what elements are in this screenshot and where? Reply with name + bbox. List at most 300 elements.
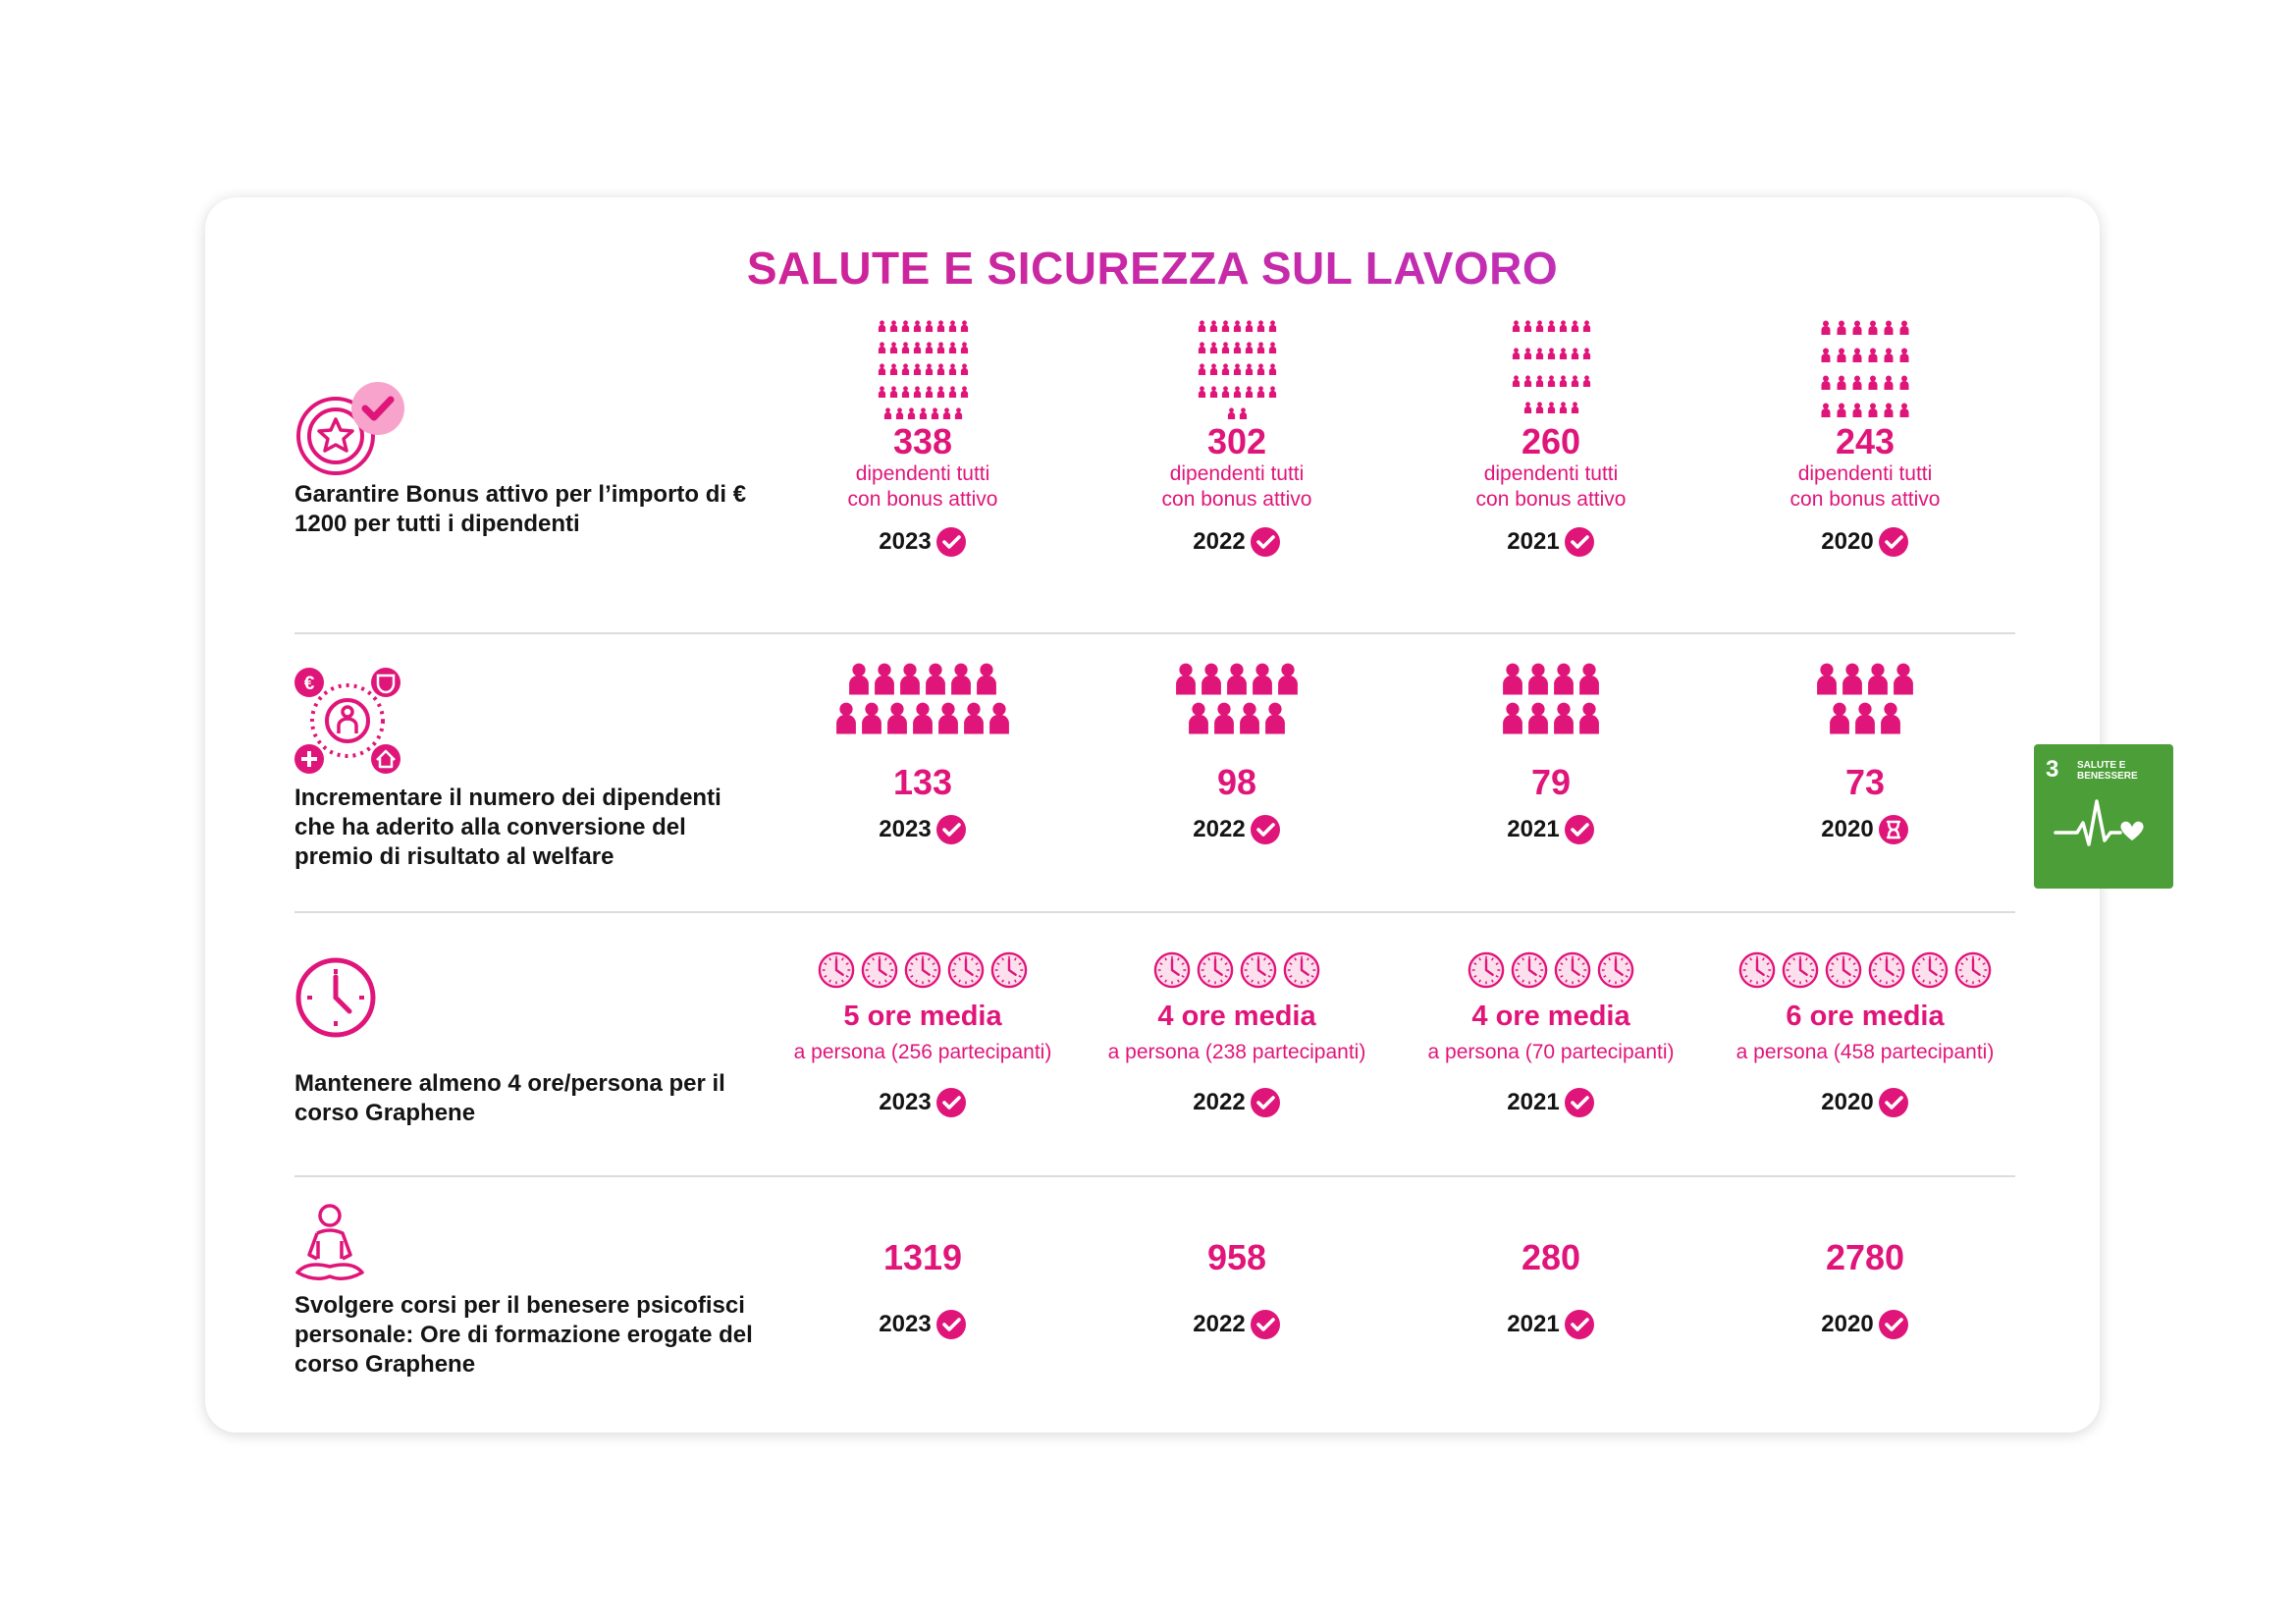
person-icon bbox=[925, 661, 946, 696]
clock-small-icon bbox=[1197, 951, 1234, 989]
person-icon bbox=[1578, 661, 1600, 696]
person-icon bbox=[1816, 661, 1838, 696]
sub-line-1: a persona (256 partecipanti) bbox=[793, 1041, 1052, 1063]
person-icon bbox=[1252, 661, 1273, 696]
person-icon bbox=[1558, 348, 1569, 359]
clock-small-icon bbox=[818, 951, 855, 989]
person-icon bbox=[1213, 700, 1235, 735]
person-icon bbox=[1244, 363, 1255, 375]
value: 5 ore media bbox=[843, 1001, 1002, 1032]
goal-text: Svolgere corsi per il benesere psicofisci personale: Ore di formazione erogate del corso Graphene bbox=[294, 1292, 753, 1378]
person-icon bbox=[924, 363, 934, 375]
person-icon bbox=[877, 363, 887, 375]
year-status bbox=[1703, 1309, 2027, 1340]
person-icon bbox=[1534, 402, 1545, 413]
person-icon bbox=[1527, 661, 1549, 696]
person-icon bbox=[1267, 386, 1278, 398]
person-icon bbox=[888, 320, 899, 332]
person-icon bbox=[1197, 320, 1207, 332]
person-icon bbox=[1897, 348, 1911, 362]
year-status bbox=[1389, 526, 1713, 558]
clock-small-icon bbox=[1240, 951, 1277, 989]
value: 6 ore media bbox=[1786, 1001, 1945, 1032]
person-icon bbox=[935, 320, 946, 332]
people-pictogram bbox=[1510, 320, 1592, 428]
year-label: 2022 bbox=[1193, 528, 1246, 555]
sub-line-2: con bonus attivo bbox=[1475, 488, 1627, 511]
person-icon bbox=[1893, 661, 1914, 696]
year-status bbox=[1703, 526, 2027, 558]
person-icon bbox=[835, 700, 857, 735]
clock-small-icon bbox=[1153, 951, 1191, 989]
person-icon bbox=[1882, 403, 1896, 417]
year-label: 2021 bbox=[1507, 1311, 1560, 1337]
person-icon bbox=[1570, 375, 1580, 387]
person-icon bbox=[1534, 348, 1545, 359]
kpi-2020 bbox=[1703, 320, 2027, 558]
person-icon bbox=[861, 700, 882, 735]
person-icon bbox=[1581, 348, 1592, 359]
person-icon bbox=[1819, 375, 1833, 390]
person-icon bbox=[937, 700, 959, 735]
person-icon bbox=[1558, 320, 1569, 332]
people-pictogram bbox=[1144, 661, 1330, 696]
person-icon bbox=[1882, 348, 1896, 362]
person-icon bbox=[1570, 348, 1580, 359]
clock-small-icon bbox=[1825, 951, 1862, 989]
year-label: 2022 bbox=[1193, 1311, 1246, 1337]
person-icon bbox=[1578, 700, 1600, 735]
person-icon bbox=[900, 320, 911, 332]
kpi-2022 bbox=[1075, 951, 1399, 1118]
clocks-pictogram bbox=[1389, 951, 1713, 991]
value: 338 bbox=[892, 421, 953, 461]
person-icon bbox=[1835, 348, 1848, 362]
sub-line-1: a persona (70 partecipanti) bbox=[1427, 1041, 1675, 1063]
people-pictogram bbox=[1772, 700, 1958, 735]
person-icon bbox=[924, 320, 934, 332]
year-status bbox=[761, 1309, 1085, 1340]
year-label: 2020 bbox=[1821, 1311, 1874, 1337]
kpi-2023 bbox=[761, 320, 1085, 558]
person-icon bbox=[963, 700, 985, 735]
sdg-3-badge bbox=[2034, 744, 2173, 889]
clock-small-icon bbox=[1738, 951, 1776, 989]
clock-small-icon bbox=[1283, 951, 1320, 989]
sub-line-2: con bonus attivo bbox=[1161, 488, 1312, 511]
person-icon bbox=[882, 407, 893, 419]
person-icon bbox=[918, 407, 929, 419]
person-icon bbox=[1197, 363, 1207, 375]
kpi-2022 bbox=[1075, 320, 1399, 558]
person-icon bbox=[1232, 363, 1243, 375]
person-icon bbox=[888, 363, 899, 375]
value: 98 bbox=[1216, 762, 1257, 802]
welfare-network-icon bbox=[294, 667, 401, 775]
value: 4 ore media bbox=[1157, 1001, 1316, 1032]
person-icon bbox=[1208, 386, 1219, 398]
kpi-2021 bbox=[1389, 320, 1713, 558]
year-status bbox=[1389, 1087, 1713, 1118]
check-badge-icon bbox=[1564, 526, 1595, 558]
person-icon bbox=[1553, 700, 1575, 735]
clock-small-icon bbox=[990, 951, 1028, 989]
goal-text: Mantenere almeno 4 ore/persona per il corso Graphene bbox=[294, 1070, 725, 1126]
clock-small-icon bbox=[1911, 951, 1949, 989]
person-icon bbox=[1850, 348, 1864, 362]
value: 2780 bbox=[1825, 1237, 1905, 1277]
people-pictogram bbox=[1814, 320, 1916, 428]
year-label: 2021 bbox=[1507, 1089, 1560, 1115]
person-icon bbox=[935, 342, 946, 353]
kpi-card bbox=[205, 197, 2100, 1433]
check-badge-icon bbox=[1564, 1087, 1595, 1118]
person-icon bbox=[912, 363, 923, 375]
check-badge-icon bbox=[1878, 1309, 1909, 1340]
person-icon bbox=[877, 320, 887, 332]
clock-small-icon bbox=[1954, 951, 1992, 989]
person-icon bbox=[924, 386, 934, 398]
person-icon bbox=[1897, 375, 1911, 390]
person-icon bbox=[1208, 342, 1219, 353]
check-badge-icon bbox=[1250, 814, 1281, 845]
person-icon bbox=[848, 661, 870, 696]
clock-small-icon bbox=[1468, 951, 1505, 989]
year-status bbox=[1703, 1087, 2027, 1118]
person-icon bbox=[1197, 342, 1207, 353]
person-icon bbox=[1244, 320, 1255, 332]
value: 133 bbox=[892, 762, 953, 802]
person-icon bbox=[1553, 661, 1575, 696]
sub-line-2: con bonus attivo bbox=[1789, 488, 1941, 511]
person-icon bbox=[1866, 403, 1880, 417]
person-icon bbox=[888, 386, 899, 398]
people-pictogram bbox=[1458, 700, 1644, 735]
person-icon bbox=[1880, 700, 1901, 735]
person-icon bbox=[900, 386, 911, 398]
value: 302 bbox=[1206, 421, 1267, 461]
sdg-number: 3 bbox=[2046, 756, 2059, 783]
person-icon bbox=[1220, 386, 1231, 398]
person-icon bbox=[1238, 407, 1249, 419]
year-label: 2020 bbox=[1821, 528, 1874, 555]
person-icon bbox=[894, 407, 905, 419]
person-icon bbox=[1239, 700, 1260, 735]
person-icon bbox=[900, 342, 911, 353]
person-icon bbox=[1232, 320, 1243, 332]
person-icon bbox=[1208, 320, 1219, 332]
person-icon bbox=[947, 342, 958, 353]
clock-small-icon bbox=[1782, 951, 1819, 989]
check-badge-icon bbox=[935, 1087, 967, 1118]
kpi-2022 bbox=[1075, 659, 1399, 845]
people-pictogram bbox=[876, 320, 970, 428]
value: 280 bbox=[1521, 1237, 1581, 1277]
year-label: 2022 bbox=[1193, 816, 1246, 842]
clock-small-icon bbox=[1554, 951, 1591, 989]
year-status bbox=[1075, 814, 1399, 845]
heartbeat-icon bbox=[2054, 795, 2156, 854]
person-icon bbox=[1208, 363, 1219, 375]
people-pictogram bbox=[1458, 661, 1644, 696]
year-status bbox=[1075, 526, 1399, 558]
person-icon bbox=[1581, 320, 1592, 332]
person-icon bbox=[1226, 407, 1237, 419]
person-icon bbox=[1220, 363, 1231, 375]
person-icon bbox=[1220, 342, 1231, 353]
person-icon bbox=[1897, 320, 1911, 335]
person-icon bbox=[947, 363, 958, 375]
person-icon bbox=[1255, 363, 1266, 375]
divider bbox=[294, 632, 2015, 634]
person-icon bbox=[1558, 375, 1569, 387]
person-icon bbox=[959, 342, 970, 353]
sdg-label-line-1: SALUTE E bbox=[2077, 760, 2126, 771]
year-label: 2021 bbox=[1507, 816, 1560, 842]
person-icon bbox=[941, 407, 952, 419]
person-icon bbox=[1819, 348, 1833, 362]
person-icon bbox=[1264, 700, 1286, 735]
year-label: 2020 bbox=[1821, 816, 1874, 842]
person-icon bbox=[906, 407, 917, 419]
person-icon bbox=[1850, 375, 1864, 390]
year-status bbox=[1075, 1309, 1399, 1340]
clock-small-icon bbox=[947, 951, 985, 989]
person-icon bbox=[1197, 386, 1207, 398]
kpi-2020 bbox=[1703, 1238, 2027, 1340]
divider bbox=[294, 1175, 2015, 1177]
person-icon bbox=[1546, 348, 1557, 359]
person-icon bbox=[947, 320, 958, 332]
year-status bbox=[761, 526, 1085, 558]
person-icon bbox=[1511, 375, 1522, 387]
value: 958 bbox=[1206, 1237, 1267, 1277]
value: 79 bbox=[1530, 762, 1572, 802]
person-icon bbox=[1866, 348, 1880, 362]
person-icon bbox=[988, 700, 1010, 735]
person-icon bbox=[912, 320, 923, 332]
person-icon bbox=[1866, 375, 1880, 390]
person-icon bbox=[1244, 342, 1255, 353]
sub-line-1: dipendenti tutti bbox=[1169, 462, 1305, 485]
clock-small-icon bbox=[1868, 951, 1905, 989]
person-icon bbox=[1819, 320, 1833, 335]
check-badge-icon bbox=[1564, 1309, 1595, 1340]
goal-text: Garantire Bonus attivo per l’importo di € 1200 per tutti i dipendenti bbox=[294, 481, 747, 537]
year-status bbox=[1075, 1087, 1399, 1118]
person-icon bbox=[1850, 403, 1864, 417]
person-icon bbox=[1581, 375, 1592, 387]
people-pictogram bbox=[829, 661, 1016, 696]
person-icon bbox=[1232, 386, 1243, 398]
check-badge-icon bbox=[935, 526, 967, 558]
person-icon bbox=[1570, 320, 1580, 332]
check-badge-icon bbox=[1564, 814, 1595, 845]
person-icon bbox=[959, 363, 970, 375]
value: 243 bbox=[1835, 421, 1896, 461]
person-icon bbox=[1558, 402, 1569, 413]
person-icon bbox=[1220, 320, 1231, 332]
person-icon bbox=[1882, 375, 1896, 390]
kpi-2020 bbox=[1703, 659, 2027, 845]
goal-text: Incrementare il numero dei dipendenti che ha aderito alla conversione del premio di risultato al welfare bbox=[294, 785, 721, 870]
year-label: 2020 bbox=[1821, 1089, 1874, 1115]
value: 260 bbox=[1521, 421, 1581, 461]
person-icon bbox=[1866, 320, 1880, 335]
person-icon bbox=[1267, 320, 1278, 332]
person-icon bbox=[959, 386, 970, 398]
person-icon bbox=[1277, 661, 1299, 696]
person-icon bbox=[953, 407, 964, 419]
person-icon bbox=[1897, 403, 1911, 417]
people-pictogram bbox=[1144, 700, 1330, 735]
person-icon bbox=[1546, 402, 1557, 413]
kpi-2023 bbox=[761, 1238, 1085, 1340]
value: 1319 bbox=[882, 1237, 963, 1277]
kpi-2021 bbox=[1389, 951, 1713, 1118]
person-icon bbox=[1867, 661, 1889, 696]
year-status bbox=[1389, 1309, 1713, 1340]
kpi-2021 bbox=[1389, 659, 1713, 845]
year-label: 2023 bbox=[879, 816, 932, 842]
person-icon bbox=[976, 661, 997, 696]
sdg-label-line-2: BENESSERE bbox=[2077, 771, 2138, 782]
person-icon bbox=[1511, 348, 1522, 359]
person-icon bbox=[935, 363, 946, 375]
year-status bbox=[761, 1087, 1085, 1118]
kpi-2023 bbox=[761, 951, 1085, 1118]
person-icon bbox=[912, 386, 923, 398]
clocks-pictogram bbox=[761, 951, 1085, 991]
check-badge-icon bbox=[1250, 1309, 1281, 1340]
person-icon bbox=[1226, 661, 1248, 696]
person-icon bbox=[1255, 386, 1266, 398]
person-icon bbox=[1267, 363, 1278, 375]
person-icon bbox=[1835, 375, 1848, 390]
value: 73 bbox=[1844, 762, 1886, 802]
person-icon bbox=[930, 407, 940, 419]
person-icon bbox=[1522, 375, 1533, 387]
person-icon bbox=[1244, 386, 1255, 398]
person-icon bbox=[959, 320, 970, 332]
person-icon bbox=[1882, 320, 1896, 335]
star-check-icon bbox=[294, 382, 421, 480]
hourglass-badge-icon bbox=[1878, 814, 1909, 845]
person-icon bbox=[1232, 342, 1243, 353]
clocks-pictogram bbox=[1075, 951, 1399, 991]
person-icon bbox=[877, 386, 887, 398]
check-badge-icon bbox=[935, 1309, 967, 1340]
person-icon bbox=[1546, 375, 1557, 387]
person-icon bbox=[877, 342, 887, 353]
people-pictogram bbox=[1772, 661, 1958, 696]
year-label: 2022 bbox=[1193, 1089, 1246, 1115]
sdg-label bbox=[2077, 760, 2138, 782]
clock-icon bbox=[294, 955, 378, 1040]
person-icon bbox=[1502, 661, 1523, 696]
person-icon bbox=[947, 386, 958, 398]
check-badge-icon bbox=[1878, 1087, 1909, 1118]
person-icon bbox=[1829, 700, 1850, 735]
person-icon bbox=[1175, 661, 1197, 696]
person-icon bbox=[1546, 320, 1557, 332]
person-icon bbox=[1850, 320, 1864, 335]
page-title: SALUTE E SICUREZZA SUL LAVORO bbox=[205, 242, 2100, 295]
person-icon bbox=[1835, 320, 1848, 335]
person-icon bbox=[1188, 700, 1209, 735]
person-icon bbox=[912, 342, 923, 353]
sub-line-1: a persona (458 partecipanti) bbox=[1735, 1041, 1995, 1063]
person-icon bbox=[1522, 402, 1533, 413]
person-icon bbox=[1854, 700, 1876, 735]
sub-line-1: dipendenti tutti bbox=[1797, 462, 1933, 485]
clocks-pictogram bbox=[1703, 951, 2027, 991]
check-badge-icon bbox=[1878, 526, 1909, 558]
sub-line-1: a persona (238 partecipanti) bbox=[1107, 1041, 1366, 1063]
kpi-2020 bbox=[1703, 951, 2027, 1118]
person-icon bbox=[1511, 320, 1522, 332]
year-status bbox=[761, 814, 1085, 845]
person-icon bbox=[886, 700, 908, 735]
person-icon bbox=[1835, 403, 1848, 417]
person-icon bbox=[874, 661, 895, 696]
clock-small-icon bbox=[904, 951, 941, 989]
check-badge-icon bbox=[935, 814, 967, 845]
person-icon bbox=[950, 661, 972, 696]
person-icon bbox=[1534, 375, 1545, 387]
check-badge-icon bbox=[1250, 526, 1281, 558]
person-icon bbox=[888, 342, 899, 353]
sub-line-2: con bonus attivo bbox=[847, 488, 998, 511]
year-label: 2023 bbox=[879, 1311, 932, 1337]
people-pictogram bbox=[829, 700, 1016, 735]
person-icon bbox=[1502, 700, 1523, 735]
person-icon bbox=[900, 363, 911, 375]
check-badge-icon bbox=[1250, 1087, 1281, 1118]
year-status bbox=[1703, 814, 2027, 845]
year-label: 2021 bbox=[1507, 528, 1560, 555]
svg-text:€: € bbox=[303, 674, 315, 694]
sub-line-1: dipendenti tutti bbox=[855, 462, 990, 485]
year-label: 2023 bbox=[879, 528, 932, 555]
person-icon bbox=[1267, 342, 1278, 353]
kpi-2023 bbox=[761, 659, 1085, 845]
year-status bbox=[1389, 814, 1713, 845]
people-pictogram bbox=[1196, 320, 1278, 428]
person-icon bbox=[1522, 348, 1533, 359]
clock-small-icon bbox=[861, 951, 898, 989]
person-icon bbox=[1534, 320, 1545, 332]
person-icon bbox=[912, 700, 934, 735]
meditation-icon bbox=[294, 1202, 366, 1284]
person-icon bbox=[1255, 320, 1266, 332]
sub-line-1: dipendenti tutti bbox=[1483, 462, 1619, 485]
person-icon bbox=[1255, 342, 1266, 353]
person-icon bbox=[1522, 320, 1533, 332]
divider bbox=[294, 911, 2015, 913]
person-icon bbox=[899, 661, 921, 696]
value: 4 ore media bbox=[1471, 1001, 1630, 1032]
clock-small-icon bbox=[1597, 951, 1634, 989]
person-icon bbox=[1842, 661, 1863, 696]
person-icon bbox=[1201, 661, 1222, 696]
person-icon bbox=[1527, 700, 1549, 735]
person-icon bbox=[1819, 403, 1833, 417]
person-icon bbox=[924, 342, 934, 353]
clock-small-icon bbox=[1511, 951, 1548, 989]
person-icon bbox=[1570, 402, 1580, 413]
kpi-2022 bbox=[1075, 1238, 1399, 1340]
